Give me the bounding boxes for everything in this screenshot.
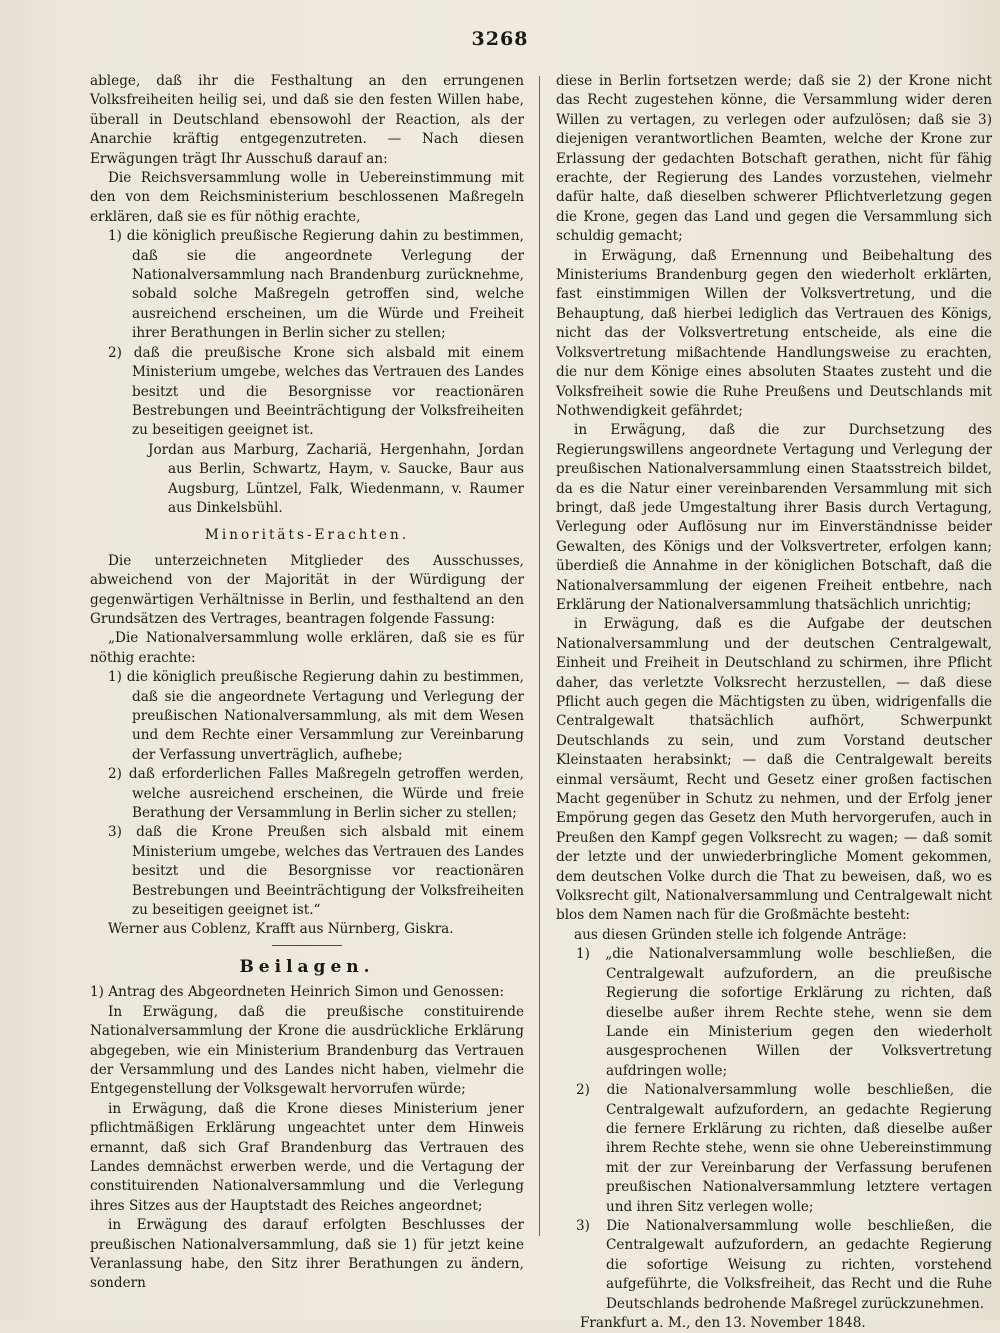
minority-item-1: 1) die königlich preußische Regierung dahin zu bestimmen, daß sie die angeordnete Vertagung und Verlegung der preußischen Nationalversammlung, als mit dem Wesen und dem Rechte einer Versammlung zur Vereinbarung der Verfassung unverträglich, aufhebe; bbox=[108, 669, 524, 763]
paragraph: Die unterzeichneten Mitglieder des Ausschusses, abweichend von der Majorität in der Würdigung der gegenwärtigen Verhältnisse in Berlin, und festhaltend an den Grundsätzen des Vertrages, beantragen folgende Fassung: bbox=[90, 552, 524, 627]
motion-title: 1) Antrag des Abgeordneten Heinrich Simon und Genossen: bbox=[90, 984, 505, 1001]
date-line: Frankfurt a. M., den 13. November 1848. bbox=[580, 1315, 866, 1331]
separator bbox=[272, 945, 342, 946]
paragraph: diese in Berlin fortsetzen werde; daß sie 2) der Krone nicht das Recht zugestehen könne, die Versammlung wider deren Willen zu vertagen, zu verlegen oder aufzulösen; daß sie 3) diejenigen verantwortlichen Beamten, welche der Krone zur Erlassung der gedachten Botschaft gerathen, nicht für fähig erachte, der Regierung des Landes vorzustehen, vielmehr dafür halte, daß dieselben schwerer Pflichtverletzung gegen die Krone, gegen das Land und gegen die Versammlung sich schuldig gemacht; bbox=[556, 73, 992, 245]
minority-item-3: 3) daß die Krone Preußen sich alsbald mit einem Ministerium umgebe, welches das Vertrauen des Landes besitzt und die Besorgnisse vor reactionären Bestrebungen und Beeinträchtigung der Volksfreiheiten zu beseitigen geeignet ist.“ bbox=[108, 824, 524, 919]
motion-item-1: 1) die königlich preußische Regierung dahin zu bestimmen, daß sie die angeordnete Verlegung der Nationalversammlung nach Brandenburg zurücknehme, sobald solche Maßregeln getroffen sind, welche ausreichend erscheinen, um die Würde und Freiheit ihrer Berathungen in Berlin sicher zu stellen; bbox=[108, 228, 524, 342]
paragraph: in Erwägung, daß Ernennung und Beibehaltung des Ministeriums Brandenburg gegen den wiederholt erklärten, fast einstimmigen Willen der Volksvertretung, und die Behauptung, daß hierbei lediglich das Vertrauen des Königs, nicht das der Volksvertretung entscheide, als eine die Volksvertretung mißachtende Handlungsweise zu erachten, die nur dem Könige eines absoluten Staates zusteht und die Volksfreiheit sowie die Ruhe Preußens und Deutschlands mit Nothwendigkeit gefährdet; bbox=[556, 247, 992, 419]
minority-heading: Minoritäts-Erachten. bbox=[204, 527, 410, 544]
signatories: Werner aus Coblenz, Krafft aus Nürnberg, Giskra. bbox=[108, 921, 454, 938]
paragraph: in Erwägung, daß die zur Durchsetzung des Regierungswillens angeordnete Vertagung und Verlegung der preußischen Nationalversammlung einen Staatsstreich bildet, da es die Natur einer vereinbarenden Versammlung mit sich bringt, daß jede Umgestaltung ihrer Basis durch Vertagung, Verlegung oder Auflösung nur im Einverständnisse beider Gewalten, des Königs und der Volksvertreter, erfolgen kann; überdieß die Annahme in der königlichen Botschaft, daß die Nationalversammlung der eigenen Freiheit entbehre, nach Erklärung der Nationalversammlung thatsächlich unrichtig; bbox=[556, 422, 992, 613]
proposal-item-1: 1) „die Nationalversammlung wolle beschließen, die Centralgewalt aufzufordern, an die preußische Regierung die sofortige Erklärung zu richten, daß dieselbe außer ihrem Rechte stehe, wenn sie dem Lande ein Ministerium gegen den wiederholt ausgesprochenen Willen der Volksvertretung aufdringen wolle; bbox=[576, 946, 992, 1079]
paragraph: in Erwägung, daß es die Aufgabe der deutschen Nationalversammlung und der deutschen Centralgewalt, Einheit und Freiheit in Deutschland zu schirmen, ihre Pflicht daher, das verletzte Volksrecht herzustellen, — daß diese Pflicht auch gegen die Mächtigsten zu üben, widrigenfalls die Centralgewalt thatsächlich aufhört, Schwerpunkt Deutschlands zu sein, und zum Vorstand deutscher Kleinstaaten herabsinkt; — daß die Centralgewalt bereits einmal versäumt, Recht und Gesetz einer großen factischen Macht gegenüber in Schutz zu nehmen, und der Erfolg jener Empörung gegen das Gesetz den Muth hervorgerufen, auch in Preußen den Kampf gegen Volksrecht zu wagen; — daß somit der letzte und der unwiederbringliche Moment gekommen, dem deutschen Volke durch die That zu beweisen, daß, wo es Volksrecht gilt, Nationalversammlung und Centralgewalt nicht blos dem Namen nach für die Großmächte besteht: bbox=[556, 616, 992, 924]
right-column bbox=[556, 72, 992, 1333]
proposal-item-2: 2) die Nationalversammlung wolle beschließen, die Centralgewalt aufzufordern, an gedachte Regierung die fernere Erklärung zu richten, daß dieselbe außer ihrem Rechte stehe, wenn sie ohne Uebereinstimmung mit der zur Vereinbarung der Verfassung berufenen preußischen Nationalversammlung letztere vertagen und ihren Sitz verlegen wolle; bbox=[576, 1082, 992, 1215]
paragraph: „Die Nationalversammlung wolle erklären, daß sie es für nöthig erachte: bbox=[90, 630, 524, 666]
paragraph: in Erwägung, daß die Krone dieses Ministerium jener pflichtmäßigen Erklärung ungeachtet unter dem Hinweis ernannt, daß sich Graf Brandenburg das Vertrauen des Landes demnächst erwerben werde, und die Vertagung der constituirenden Nationalversammlung und die Verlegung ihres Sitzes aus der Hauptstadt des Reiches angeordnet; bbox=[90, 1100, 524, 1214]
proposal-item-3: 3) Die Nationalversammlung wolle beschließen, die Centralgewalt aufzufordern, an gedachte Regierung die sofortige Weisung zu richten, vorstehend aufgeführte, die Volksfreiheit, das Recht und die Ruhe Deutschlands bedrohende Maßregel zurückzunehmen. bbox=[576, 1217, 992, 1312]
paragraph: Die Reichsversammlung wolle in Uebereinstimmung mit den von dem Reichsministerium beschlossenen Maßregeln erklären, daß sie es für nöthig erachte, bbox=[90, 170, 524, 225]
paragraph: in Erwägung des darauf erfolgten Beschlusses der preußischen Nationalversammlung, daß sie 1) für jetzt keine Veranlassung habe, den Sitz ihrer Berathungen zu ändern, sondern bbox=[90, 1217, 524, 1292]
left-column bbox=[90, 72, 524, 1294]
minority-item-2: 2) daß erforderlichen Falles Maßregeln getroffen werden, welche ausreichend erscheinen, die Würde und freie Berathung der Versammlung in Berlin sicher zu stellen; bbox=[108, 766, 524, 822]
page-number: 3268 bbox=[471, 28, 529, 50]
beilagen-heading: Beilagen. bbox=[239, 956, 375, 977]
signatories: Jordan aus Marburg, Zachariä, Hergenhahn, Jordan aus Berlin, Schwartz, Haym, v. Saucke, Baur aus Augsburg, Lüntzel, Falk, Wiedenmann, v. Raumer aus Dinkelsbühl. bbox=[148, 441, 524, 516]
paragraph: ablege, daß ihr die Festhaltung an den errungenen Volksfreiheiten heilig sei, und daß sie den festen Willen habe, überall in Deutschland ebensowohl der Reaction, als der Anarchie kräftig entgegenzutreten. — Nach diesen Erwägungen trägt Ihr Ausschuß darauf an: bbox=[90, 73, 524, 167]
paragraph: aus diesen Gründen stelle ich folgende Anträge: bbox=[574, 926, 907, 943]
paragraph: In Erwägung, daß die preußische constituirende Nationalversammlung der Krone die ausdrückliche Erklärung abgegeben, wie ein Ministerium Brandenburg das Vertrauen der Versammlung und des Landes nicht haben, vielmehr die Entgegenstellung der Volksgewalt hervorrufen würde; bbox=[90, 1003, 524, 1098]
column-divider bbox=[539, 76, 540, 1236]
motion-item-2: 2) daß die preußische Krone sich alsbald mit einem Ministerium umgebe, welches das Vertrauen des Landes besitzt und die Besorgnisse vor reactionären Bestrebungen und Beeinträchtigung der Volksfreiheiten zu beseitigen geeignet ist. bbox=[108, 344, 524, 439]
